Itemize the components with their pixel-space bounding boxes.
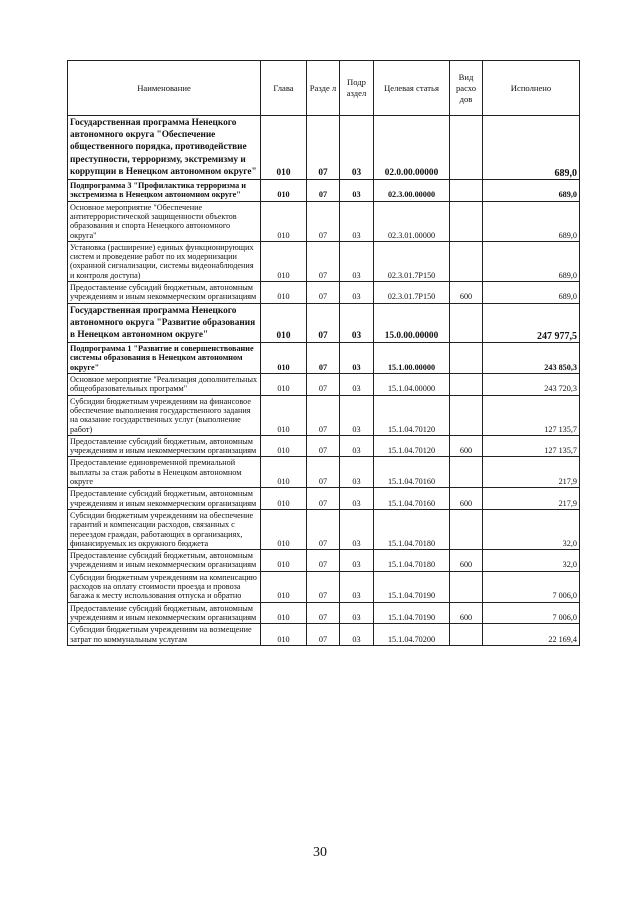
cell-subsection: 03 [340,180,374,202]
cell-done: 243 850,3 [483,343,580,374]
cell-done: 7 006,0 [483,571,580,602]
cell-section: 07 [307,281,340,303]
table-row [68,624,580,646]
cell-done: 22 169,4 [483,624,580,646]
cell-done: 127 135,7 [483,395,580,435]
cell-subsection: 03 [340,281,374,303]
cell-subsection: 03 [340,550,374,572]
cell-name: Субсидии бюджетным учреждениям на финансовое обеспечение выполнения государственного задания на оказание государственных услуг (выполнение работ) [68,395,261,435]
cell-name: Предоставление субсидий бюджетным, автономным учреждениям и иным некоммерческим организациям [68,488,261,510]
cell-chapter: 010 [261,457,307,488]
cell-kind [450,343,483,374]
table-row [68,116,580,180]
cell-kind [450,457,483,488]
cell-chapter: 010 [261,343,307,374]
cell-kind [450,241,483,281]
cell-section: 07 [307,343,340,374]
cell-done: 217,9 [483,488,580,510]
cell-chapter: 010 [261,488,307,510]
cell-target: 15.1.04.70120 [374,395,450,435]
cell-target: 15.1.04.70160 [374,488,450,510]
cell-target: 02.3.00.00000 [374,180,450,202]
table-row [68,395,580,435]
cell-section: 07 [307,624,340,646]
cell-section: 07 [307,201,340,241]
table-row [68,550,580,572]
cell-kind: 600 [450,602,483,624]
cell-subsection: 03 [340,343,374,374]
page-number: 30 [313,845,327,860]
cell-section: 07 [307,116,340,180]
cell-target: 15.1.04.70160 [374,457,450,488]
document-page [67,60,579,646]
cell-name: Предоставление единовременной премиальной выплаты за стаж работы в Ненецком автономном округе [68,457,261,488]
cell-section: 07 [307,550,340,572]
budget-table [67,60,580,646]
table-row [68,241,580,281]
cell-target: 15.1.04.70120 [374,435,450,457]
table-row [68,435,580,457]
cell-chapter: 010 [261,435,307,457]
cell-chapter: 010 [261,509,307,549]
cell-kind [450,201,483,241]
cell-target: 15.1.04.70180 [374,550,450,572]
cell-section: 07 [307,241,340,281]
cell-chapter: 010 [261,550,307,572]
cell-kind [450,116,483,180]
cell-chapter: 010 [261,281,307,303]
cell-target: 15.1.04.70190 [374,571,450,602]
cell-name: Подпрограмма 3 "Профилактика терроризма и экстремизма в Ненецком автономном округе" [68,180,261,202]
cell-section: 07 [307,180,340,202]
cell-done: 7 006,0 [483,602,580,624]
cell-section: 07 [307,602,340,624]
cell-kind: 600 [450,488,483,510]
cell-name: Предоставление субсидий бюджетным, автономным учреждениям и иным некоммерческим организациям [68,281,261,303]
cell-chapter: 010 [261,624,307,646]
cell-section: 07 [307,374,340,396]
table-row [68,457,580,488]
table-row [68,281,580,303]
table-row [68,571,580,602]
table-row [68,374,580,396]
cell-done: 32,0 [483,550,580,572]
col-header-name: Наименование [68,61,261,116]
cell-subsection: 03 [340,602,374,624]
table-row [68,343,580,374]
cell-done: 689,0 [483,201,580,241]
col-header-kind: Вид расхо дов [450,61,483,116]
cell-target: 15.1.04.00000 [374,374,450,396]
cell-kind: 600 [450,550,483,572]
cell-target: 02.3.01.7Р150 [374,281,450,303]
cell-kind [450,624,483,646]
cell-kind [450,395,483,435]
cell-chapter: 010 [261,395,307,435]
cell-target: 15.1.04.70200 [374,624,450,646]
cell-done: 689,0 [483,116,580,180]
col-header-chapter: Глава [261,61,307,116]
cell-name: Основное мероприятие "Обеспечение антитеррористической защищенности объектов образования и спорта Ненецкого автономного округа" [68,201,261,241]
table-row [68,180,580,202]
cell-subsection: 03 [340,241,374,281]
cell-kind [450,303,483,343]
cell-chapter: 010 [261,201,307,241]
cell-name: Предоставление субсидий бюджетным, автономным учреждениям и иным некоммерческим организациям [68,602,261,624]
cell-subsection: 03 [340,509,374,549]
cell-done: 689,0 [483,281,580,303]
cell-subsection: 03 [340,624,374,646]
cell-name: Субсидии бюджетным учреждениям на обеспечение гарантий и компенсации расходов, связанных с переездом граждан, работающих в организациях, финансируемых из окружного бюджета [68,509,261,549]
cell-name: Основное мероприятие "Реализация дополнительных общеобразовательных программ" [68,374,261,396]
cell-section: 07 [307,457,340,488]
table-row [68,201,580,241]
cell-done: 32,0 [483,509,580,549]
cell-target: 02.3.01.7Р150 [374,241,450,281]
cell-name: Субсидии бюджетным учреждениям на возмещение затрат по коммунальным услугам [68,624,261,646]
cell-target: 02.0.00.00000 [374,116,450,180]
cell-subsection: 03 [340,395,374,435]
cell-target: 15.1.04.70180 [374,509,450,549]
cell-kind [450,374,483,396]
cell-section: 07 [307,435,340,457]
cell-name: Государственная программа Ненецкого автономного округа "Развитие образования в Ненецком автономном округе" [68,303,261,343]
cell-target: 15.0.00.00000 [374,303,450,343]
cell-name: Предоставление субсидий бюджетным, автономным учреждениям и иным некоммерческим организациям [68,435,261,457]
cell-chapter: 010 [261,241,307,281]
cell-chapter: 010 [261,602,307,624]
cell-subsection: 03 [340,435,374,457]
cell-kind [450,180,483,202]
cell-target: 15.1.04.70190 [374,602,450,624]
cell-subsection: 03 [340,201,374,241]
cell-section: 07 [307,395,340,435]
cell-subsection: 03 [340,571,374,602]
cell-section: 07 [307,509,340,549]
cell-chapter: 010 [261,116,307,180]
cell-chapter: 010 [261,571,307,602]
cell-done: 247 977,5 [483,303,580,343]
cell-done: 689,0 [483,241,580,281]
cell-name: Государственная программа Ненецкого автономного округа "Обеспечение общественного порядка, противодействие преступности, терроризму, экстремизму и коррупции в Ненецком автономном округе" [68,116,261,180]
cell-name: Подпрограмма 1 "Развитие и совершенствование системы образования в Ненецком автономном округе" [68,343,261,374]
cell-subsection: 03 [340,303,374,343]
cell-chapter: 010 [261,180,307,202]
table-header-row [68,61,580,116]
col-header-subsection: Подр аздел [340,61,374,116]
cell-section: 07 [307,303,340,343]
cell-name: Субсидии бюджетным учреждениям на компенсацию расходов на оплату стоимости проезда и провоза багажа к месту использования отпуска и обратно [68,571,261,602]
cell-name: Установка (расширение) единых функционирующих систем и проведение работ по их модернизации (охранной сигнализации, системы видеонаблюдения и контроля доступа) [68,241,261,281]
col-header-target: Целевая статья [374,61,450,116]
cell-done: 217,9 [483,457,580,488]
cell-done: 127 135,7 [483,435,580,457]
cell-done: 243 720,3 [483,374,580,396]
cell-chapter: 010 [261,374,307,396]
table-row [68,509,580,549]
cell-kind: 600 [450,281,483,303]
cell-section: 07 [307,488,340,510]
cell-subsection: 03 [340,457,374,488]
col-header-done: Исполнено [483,61,580,116]
cell-subsection: 03 [340,374,374,396]
cell-kind: 600 [450,435,483,457]
table-row [68,488,580,510]
cell-kind [450,571,483,602]
cell-subsection: 03 [340,116,374,180]
cell-done: 689,0 [483,180,580,202]
table-row [68,602,580,624]
col-header-section: Разде л [307,61,340,116]
cell-section: 07 [307,571,340,602]
cell-subsection: 03 [340,488,374,510]
table-body [68,116,580,646]
cell-name: Предоставление субсидий бюджетным, автономным учреждениям и иным некоммерческим организациям [68,550,261,572]
cell-kind [450,509,483,549]
table-row [68,303,580,343]
cell-target: 15.1.00.00000 [374,343,450,374]
cell-target: 02.3.01.00000 [374,201,450,241]
cell-chapter: 010 [261,303,307,343]
